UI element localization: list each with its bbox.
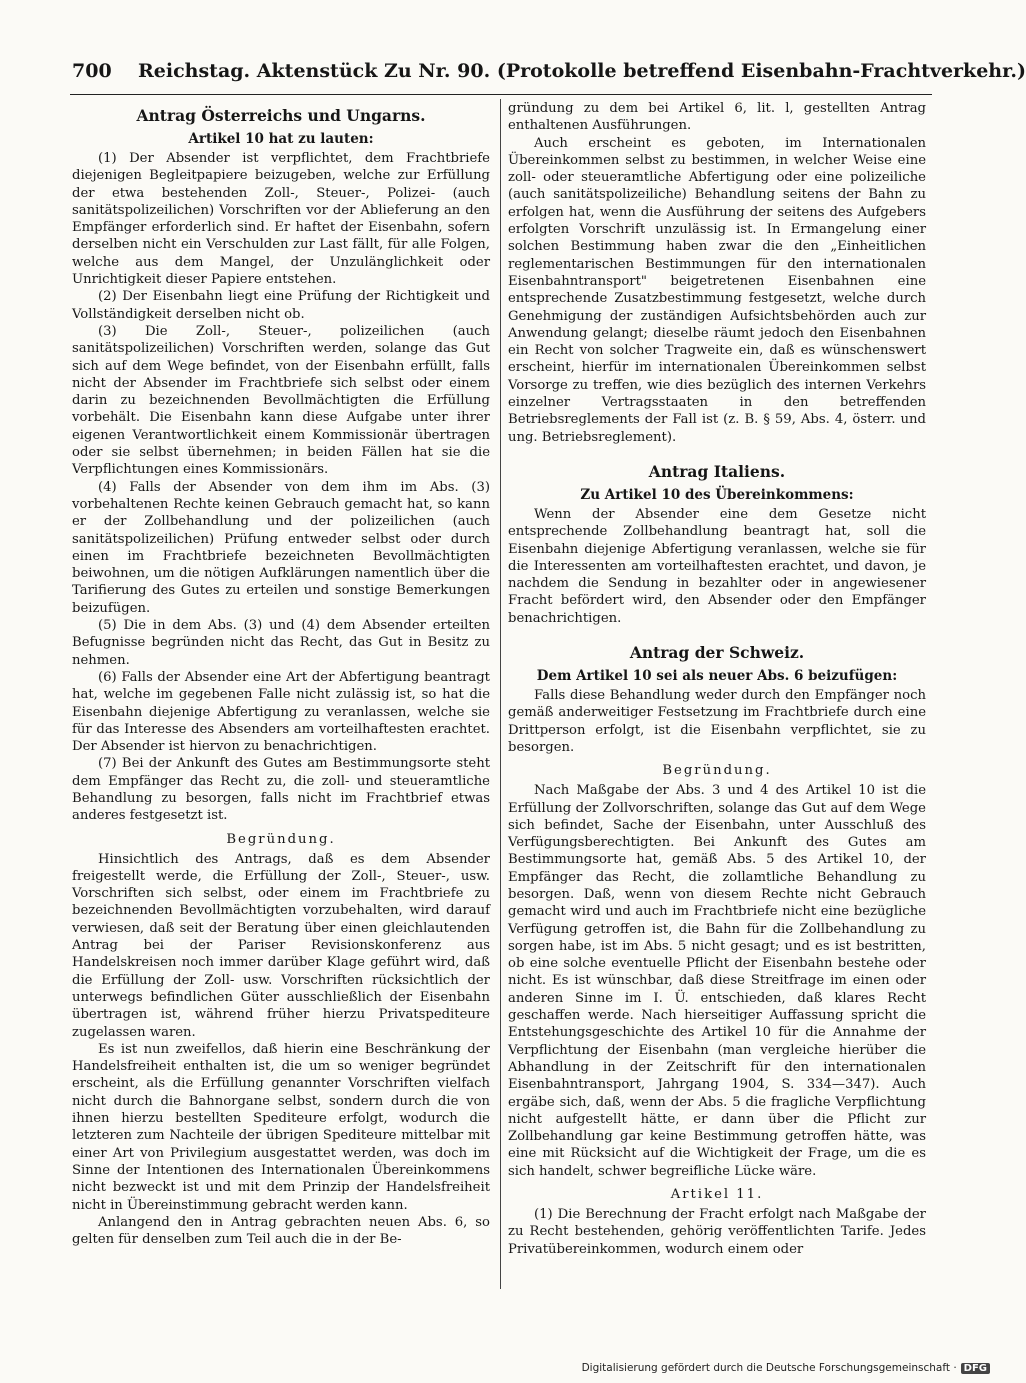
right-column [508,100,926,1300]
dfg-logo-icon: DFG [961,1363,990,1374]
paragraph: Anlangend den in Antrag gebrachten neuen Abs. 6, so gelten für denselben zum Teil auch die in der Be- [72,1214,490,1248]
italy-subheading: Zu Artikel 10 des Übereinkommens: [580,486,854,503]
paragraph: gründung zu dem bei Artikel 6, lit. l, gestellten Antrag enthaltenen Ausführungen. [508,101,926,134]
paragraph: (3) Die Zoll-, Steuer-, polizeilichen (auch sanitätspolizeilichen) Vorschriften werden, solange das Gut sich auf dem Wege befindet, von der Eisenbahn erfüllt, falls nicht der Absender im Frachtbriefe sich selbst oder einem darin zu bezeichnenden Bevollmächtigten die Erfüllung vorbehält. Die Eisenbahn kann diese Aufgabe unter ihrer eigenen Verantwortlichkeit einem Kommissionär übertragen oder sie selbst übernehmen; in beiden Fällen hat sie die Verpflichtungen eines Kommissionärs. [72,323,490,478]
footer-text: Digitalisierung gefördert durch die Deutsche Forschungsgemeinschaft · [581,1362,957,1374]
reason-heading: Begründung. [226,831,336,847]
article-10-subheading: Artikel 10 hat zu lauten: [188,131,374,147]
paragraph: (1) Die Berechnung der Fracht erfolgt nach Maßgabe der zu Recht bestehenden, gehörig veröffentlichten Tarife. Jedes Privatübereinkommen, wodurch einem oder [508,1207,926,1257]
paragraph: Nach Maßgabe der Abs. 3 und 4 des Artikel 10 ist die Erfüllung der Zollvorschriften, solange das Gut auf dem Wege sich befindet, Sache der Eisenbahn, unter Ausschluß des Verfügungsberechtigten. Bei Ankunft des Gutes am Bestimmungsorte hat, gemäß Abs. 5 des Artikel 10, der Empfänger das Recht, die zollamtliche Behandlung zu besorgen. Daß, wenn von diesem Rechte nicht Gebrauch gemacht wird und auch im Frachtbriefe nicht eine bezügliche Verfügung getroffen ist, die Bahn für die Zollbehandlung zu sorgen habe, ist im Abs. 5 nicht gesagt; und es ist bestritten, ob eine solche eventuelle Pflicht der Eisenbahn bestehe oder nicht. Es ist wünschbar, daß diese Streitfrage im einen oder anderen Sinne im I. Ü. entschieden, daß klares Recht geschaffen werde. Nach hierseitiger Auffassung spricht die Entstehungsgeschichte des Artikel 10 für die Annahme der Verpflichtung der Eisenbahn (man vergleiche hierüber die Abhandlung in der Zeitschrift für den internationalen Eisenbahntransport, Jahrgang 1904, S. 334—347). Auch ergäbe sich, daß, wenn der Abs. 5 die fragliche Verpflichtung nicht aufgestellt hätte, er dann über die Pflicht zur Zollbehandlung gar keine Bestimmung getroffen hätte, was eine mit Rücksicht auf die Wichtigkeit der Frage, um die es sich handelt, schwer begreifliche Lücke wäre. [508,783,926,1179]
paragraph: Falls diese Behandlung weder durch den Empfänger noch gemäß anderweitiger Festsetzung im Frachtbriefe durch eine Drittperson erfolgt, ist die Eisenbahn verpflichtet, sie zu besorgen. [508,688,926,755]
footer [560,1362,990,1380]
austria-hungary-heading: Antrag Österreichs und Ungarns. [136,106,426,125]
page-number: 700 [72,60,112,82]
paragraph: (6) Falls der Absender eine Art der Abfertigung beantragt hat, welche im gegebenen Falle nicht zulässig ist, so hat die Eisenbahn diejenige Abfertigung zu veranlassen, welche sie für das Interesse des Absenders am vorteilhaftesten erachtet. Der Absender ist hiervon zu benachrichtigen. [72,669,490,755]
italy-heading: Antrag Italiens. [648,461,786,481]
column-divider [500,99,501,1289]
paragraph: (1) Der Absender ist verpflichtet, dem Frachtbriefe diejenigen Begleitpapiere beizugeben, welche zur Erfüllung der etwa bestehenden Zoll-, Steuer-, Polizei- (auch sanitätspolizeilichen) Vorschriften vor der Ablieferung an den Empfänger erforderlich sind. Er haftet der Eisenbahn, sofern derselben nicht ein Verschulden zur Last fällt, für alle Folgen, welche aus dem Mangel, der Unzulänglichkeit oder Unrichtigkeit dieser Papiere entstehen. [72,151,490,288]
paragraph: Wenn der Absender eine dem Gesetze nicht entsprechende Zollbehandlung beantragt hat, soll die Eisenbahn diejenige Abfertigung veranlassen, welche sie für die Interessenten am vorteilhaftesten erachtet, und davon, je nachdem die Sendung in bezahlter oder in angewiesener Fracht befördert wird, den Absender oder den Empfänger benachrichtigen. [508,506,926,626]
article-11-heading: Artikel 11. [670,1187,764,1203]
paragraph: (5) Die in dem Abs. (3) und (4) dem Absender erteilten Befugnisse begründen nicht das Recht, das Gut in Besitz zu nehmen. [72,618,490,668]
left-column [72,100,490,1300]
page-header [72,60,1026,90]
switzerland-subheading: Dem Artikel 10 sei als neuer Abs. 6 beizufügen: [536,668,898,685]
paragraph: Hinsichtlich des Antrags, daß es dem Absender freigestellt werde, die Erfüllung der Zoll-, Steuer-, usw. Vorschriften sich selbst, oder einem im Frachtbriefe zu bezeichnenden Bevollmächtigten vorzubehalten, wird darauf verwiesen, daß seit der Beratung über einen gleichlautenden Antrag bei der Pariser Revisionskonferenz aus Handelskreisen noch immer darüber Klage geführt wird, daß die Erfüllung der Zoll- usw. Vorschriften rücksichtlich der unterwegs befindlichen Güter ausschließlich der Eisenbahn übertragen ist, während früher hierzu Privatspediteure zugelassen waren. [72,851,490,1040]
paragraph: Auch erscheint es geboten, im Internationalen Übereinkommen selbst zu bestimmen, in welcher Weise eine zoll- oder steueramtliche Abfertigung oder eine polizeiliche (auch sanitätspolizeiliche) Behandlung seitens der Bahn zu erfolgen hat, wenn die Ausführung der seitens des Aufgebers erfolgten Vorschrift unzulässig ist. In Ermangelung einer solchen Bestimmung haben zwar die den „Einheitlichen reglementarischen Bestimmungen für den internationalen Eisenbahntransport" beigetretenen Eisenbahnen eine entsprechende Zusatzbestimmung festgesetzt, welche durch Genehmigung der zuständigen Aufsichtsbehörden auch zur Anwendung gelangt; dieselbe räumt jedoch den Eisenbahnen ein Recht von solcher Tragweite ein, daß es wünschenswert erscheint, hierfür im internationalen Übereinkommen selbst Vorsorge zu treffen, wie dies bezüglich des internen Verkehrs einzelner Vertragsstaaten in den betreffenden Betriebsreglements der Fall ist (z. B. § 59, Abs. 4, österr. und ung. Betriebsreglement). [508,135,926,445]
running-title: Reichstag. Aktenstück Zu Nr. 90. (Protokolle betreffend Eisenbahn-Frachtverkehr.) [138,60,1026,82]
paragraph: Es ist nun zweifellos, daß hierin eine Beschränkung der Handelsfreiheit enthalten ist, die um so weniger begründet erscheint, als die Erfüllung genannter Vorschriften vielfach nicht durch die Bahnorgane selbst, sondern durch die von ihnen hierzu bestellten Spediteure erfolgt, wodurch die letzteren zum Nachteile der übrigen Spediteure mittelbar mit einer Art von Privilegium ausgestattet werden, was doch im Sinne der Intentionen des Internationalen Übereinkommens nicht bezweckt ist und mit dem Prinzip der Handelsfreiheit nicht in Übereinstimmung gebracht werden kann. [72,1041,490,1213]
header-rule [70,94,932,95]
paragraph: (7) Bei der Ankunft des Gutes am Bestimmungsorte steht dem Empfänger das Recht zu, die zoll- und steueramtliche Behandlung zu besorgen, falls nicht im Frachtbrief etwas anderes festgesetzt ist. [72,756,490,824]
reason-heading: Begründung. [662,763,772,779]
paragraph: (4) Falls der Absender von dem ihm im Abs. (3) vorbehaltenen Rechte keinen Gebrauch gemacht hat, so kann er der Zollbehandlung und der polizeilichen (auch sanitätspolizeilichen) Prüfung entweder selbst oder durch einen im Frachtbriefe bezeichneten Bevollmächtigten beiwohnen, um die nötigen Aufklärungen namentlich über die Tarifierung des Gutes zu erteilen und sonstige Bemerkungen beizufügen. [72,479,490,616]
paragraph: (2) Der Eisenbahn liegt eine Prüfung der Richtigkeit und Vollständigkeit derselben nicht ob. [72,289,490,322]
switzerland-heading: Antrag der Schweiz. [629,643,805,663]
